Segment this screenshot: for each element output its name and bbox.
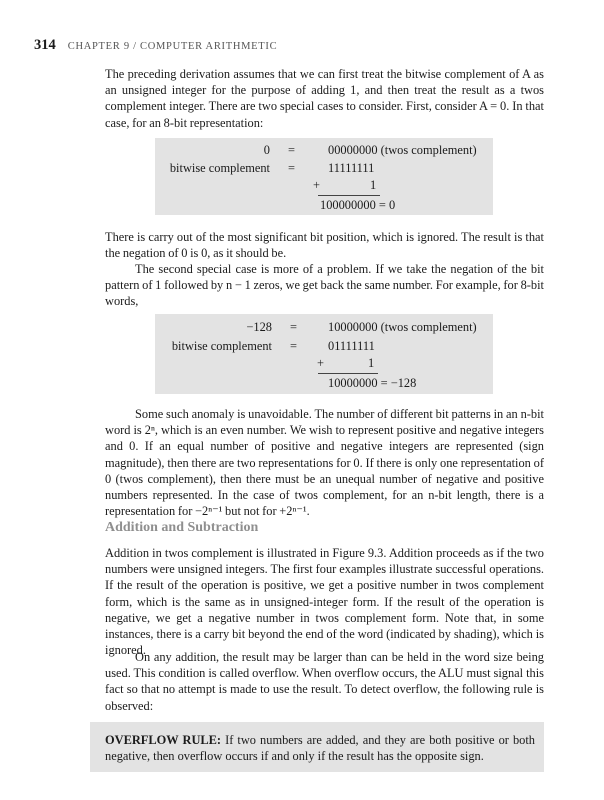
paragraph-carry: There is carry out of the most significant bit position, which is ignored. The result is that the negation of 0 is 0, as it should be. [105,230,544,261]
example-zero-result: 100000000 = 0 [320,198,396,212]
example-zero-label-1: 0 [263,143,270,157]
example-128-equals-1: = [290,320,297,334]
example-zero-value-2: 11111111 [328,161,375,175]
example-128-label-2: bitwise complement [171,339,272,353]
overflow-rule [105,732,535,764]
example-128-label-1: −128 [246,320,272,334]
paragraph-addition: Addition in twos complement is illustrated in Figure 9.3. Addition proceeds as if the two numbers were unsigned integers. The first four examples illustrate successful operations. If the result of the operation is positive, we get a positive number in twos complement form, which is the same as in unsigned-integer form. If the result of the operation is negative, we get a negative number in twos complement form. Note that, in some instances, there is a carry bit beyond the end of the word (indicated by shading), which is ignored. [105,546,544,658]
example-128-value-2: 01111111 [328,339,375,353]
chapter-title: CHAPTER 9 / COMPUTER ARITHMETIC [67,41,278,52]
example-zero-sum-line [318,195,380,196]
example-128-value-1: 10000000 (twos complement) [328,320,477,334]
example-zero-value-1: 00000000 (twos complement) [328,143,477,157]
example-zero-value-3: 1 [370,178,377,192]
paragraph-anomaly: Some such anomaly is unavoidable. The number of different bit patterns in an n-bit word is 2ⁿ, which is an even number. We wish to represent positive and negative integers and 0. If an equal number of positive and negative integers are represented (sign magnitude), then there are two representations for 0. If there is only one representation of 0 (twos complement), then there must be an unequal number of negative and positive numbers represented. In the case of twos complement, for an n-bit length, there is a representation for −2ⁿ⁻¹ but not for +2ⁿ⁻¹. [105,407,544,519]
example-128-result: 10000000 = −128 [328,376,417,390]
overflow-rule-label: OVERFLOW RULE: [105,733,222,747]
example-128-value-3: 1 [368,356,375,370]
paragraph-second-case: The second special case is more of a problem. If we take the negation of the bit pattern of 1 followed by n − 1 zeros, we get back the same number. For example, for 8-bit words, [105,262,544,309]
paragraph-overflow: On any addition, the result may be larger than can be held in the word size being used. This condition is called overflow. When overflow occurs, the ALU must signal this fact so that no attempt is made to use the result. To detect overflow, the following rule is observed: [105,650,544,713]
example-zero-label-2: bitwise complement [169,161,270,175]
page-number: 314 [34,37,56,53]
example-zero-equals-2: = [288,161,295,175]
example-128-equals-2: = [290,339,297,353]
example-zero-equals-1: = [288,143,295,157]
paragraph-intro: The preceding derivation assumes that we can first treat the bitwise complement of A as an unsigned integer for the purpose of adding 1, and then treat the result as a twos complement integer. There are two special cases to consider. First, consider A = 0. In that case, for an 8-bit representation: [105,67,544,130]
example-zero-plus: + [313,178,320,192]
example-128-plus: + [317,356,324,370]
example-128-sum-line [318,373,378,374]
page-header [34,36,277,54]
overflow-rule-text: If two numbers are added, and they are both positive or both negative, then overflow occurs if and only if the result has the opposite sign. [105,733,535,764]
section-heading: Addition and Subtraction [105,520,259,535]
